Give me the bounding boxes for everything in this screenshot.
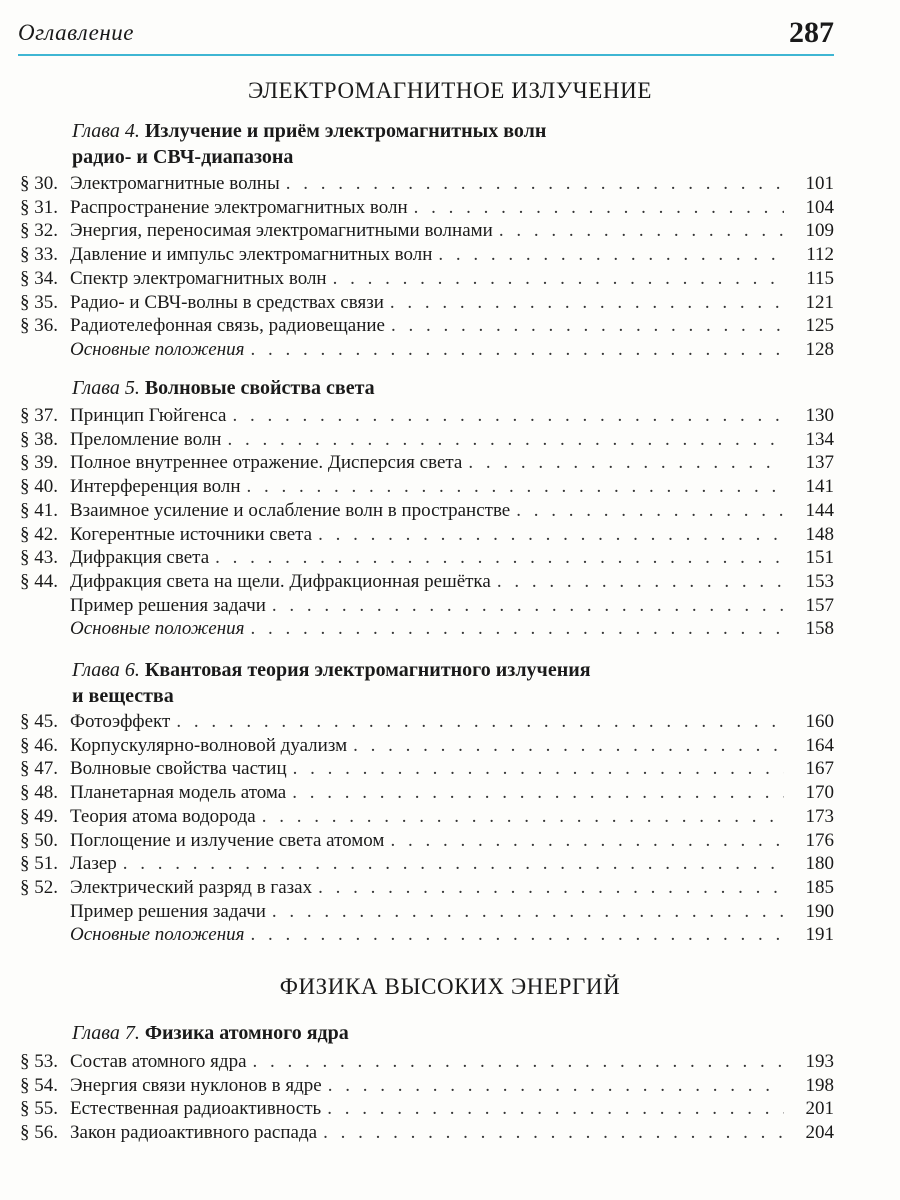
section-title: ФИЗИКА ВЫСОКИХ ЭНЕРГИЙ [279,974,621,999]
section-number: § 41. [20,499,58,521]
entry-page-number: 128 [805,338,834,360]
toc-entry[interactable] [20,451,834,475]
toc-entry[interactable] [20,876,834,900]
entry-title[interactable]: Основные положения [70,924,245,946]
dot-leader [292,781,784,805]
section-number: § 35. [20,291,58,313]
entry-page-number: 170 [805,782,834,804]
dot-leader [272,594,784,618]
chapter-name: Излучение и приём электромагнитных волн [144,120,547,142]
dot-leader [247,475,784,499]
toc-entry[interactable] [20,523,834,547]
section-number: § 54. [20,1074,58,1096]
dot-leader [390,291,784,315]
chapter-name: радио- и СВЧ-диапазона [72,146,294,168]
entry-page-number: 185 [805,876,834,898]
section-number: § 49. [20,805,58,827]
dot-leader [438,243,784,267]
entry-page-number: 190 [805,900,834,922]
entry-page-number: 176 [805,829,834,851]
dot-leader [323,1121,784,1145]
section-number: § 36. [20,315,58,337]
entry-page-number: 160 [805,711,834,732]
entry-title[interactable]: Волновые свойства частиц [70,758,287,780]
entry-page-number: 112 [806,244,834,266]
entry-page-number: 104 [805,196,834,218]
section-number: § 52. [20,876,58,898]
entry-page-number: 141 [805,476,834,498]
dot-leader [227,428,784,452]
chapter-label: Глава 5. [72,377,140,399]
dot-leader [215,546,784,570]
toc-entry[interactable] [20,1074,834,1098]
toc-entry[interactable] [20,291,834,315]
section-number: § 45. [20,711,58,732]
entry-page-number: 134 [805,428,834,450]
section-number: § 34. [20,267,58,289]
toc-entry[interactable] [20,757,834,781]
chapter-label: Глава 4. [72,120,140,142]
dot-leader [327,1097,784,1121]
entry-title[interactable]: Электрический разряд в газах [70,876,313,898]
entry-title[interactable]: Поглощение и излучение света атомом [70,829,385,851]
entry-page-number: 153 [805,570,834,592]
entry-title[interactable]: Дифракция света на щели. Дифракционная решётка [70,570,491,592]
section-number: § 33. [20,244,58,266]
dot-leader [262,805,784,829]
toc-entry[interactable] [20,829,834,853]
toc-entry[interactable] [20,852,834,876]
toc-entry[interactable] [20,1097,834,1121]
entry-title[interactable]: Фотоэффект [70,711,171,732]
section-number: § 50. [20,829,58,851]
dot-leader [232,404,784,428]
toc-entry[interactable] [20,243,834,267]
dot-leader [414,196,784,220]
chapter-heading [72,375,375,401]
section-number: § 53. [20,1051,58,1072]
section-number: § 38. [20,428,58,450]
chapter-label: Глава 7. [72,1022,140,1044]
toc-entry[interactable] [20,781,834,805]
entry-page-number: 191 [805,924,834,946]
toc-entry[interactable] [20,710,834,734]
toc-entry[interactable] [20,734,834,758]
header-title: Оглавление [18,20,135,45]
section-number: § 47. [20,758,58,780]
dot-leader [499,219,784,243]
chapter-name: Физика атомного ядра [144,1022,349,1044]
entry-page-number: 151 [805,547,834,569]
entry-title[interactable]: Дифракция света [70,547,210,569]
entry-page-number: 204 [805,1121,834,1143]
section-number: § 42. [20,523,58,545]
entry-page-number: 125 [805,315,834,337]
dot-leader [318,523,784,547]
section-number: § 56. [20,1121,58,1143]
dot-leader [286,172,784,196]
entry-title[interactable]: Когерентные источники света [70,523,313,545]
dot-leader [272,900,784,924]
dot-leader [251,923,785,947]
entry-title[interactable]: Давление и импульс электромагнитных волн [70,244,433,266]
entry-title[interactable]: Основные положения [70,338,245,360]
chapter-label: Глава 6. [72,659,140,681]
entry-title[interactable]: Теория атома водорода [70,805,256,827]
entry-title[interactable]: Радиотелефонная связь, радиовещание [70,315,385,337]
entry-page-number: 158 [805,618,834,640]
page-header [18,14,834,56]
section-number: § 46. [20,734,58,756]
toc-entry[interactable] [20,196,834,220]
entry-title[interactable]: Закон радиоактивного распада [70,1121,318,1143]
toc-entry[interactable] [20,1050,834,1074]
section-number: § 32. [20,220,58,242]
header-page-number: 287 [789,16,834,49]
section-number: § 37. [20,405,58,426]
entry-page-number: 101 [805,173,834,194]
dot-leader [390,829,784,853]
entry-title[interactable]: Интерференция волн [70,476,241,498]
toc-entry[interactable] [20,172,834,196]
dot-leader [176,710,784,734]
dot-leader [251,338,785,362]
toc-entry[interactable] [20,314,834,338]
entry-title[interactable]: Принцип Гюйгенса [70,405,227,426]
entry-title[interactable]: Естественная радиоактивность [70,1098,322,1119]
dot-leader [328,1074,784,1098]
entry-title[interactable]: Радио- и СВЧ-волны в средствах связи [70,291,384,313]
entry-page-number: 144 [805,499,834,521]
toc-entry[interactable] [20,1121,834,1145]
entry-page-number: 148 [805,523,834,545]
toc-entry[interactable] [20,923,834,947]
section-number: § 39. [20,452,58,474]
toc-entry[interactable] [20,900,834,924]
section-number: § 55. [20,1098,58,1119]
entry-title[interactable]: Энергия, переносимая электромагнитными волнами [70,220,493,242]
toc-entry[interactable] [20,594,834,618]
entry-page-number: 157 [805,594,834,616]
chapter-heading [72,657,591,709]
section-number: § 30. [20,173,58,194]
entry-title[interactable]: Лазер [70,853,117,875]
entry-title[interactable]: Состав атомного ядра [70,1051,247,1072]
dot-leader [318,876,784,900]
entry-title[interactable]: Спектр электромагнитных волн [70,267,327,289]
toc-entry[interactable] [20,404,834,428]
entry-title[interactable]: Взаимное усиление и ослабление волн в пространстве [70,499,511,521]
dot-leader [251,617,785,641]
dot-leader [391,314,784,338]
entry-title[interactable]: Электромагнитные волны [70,173,280,194]
dot-leader [468,451,784,475]
toc-entry[interactable] [20,219,834,243]
entry-title[interactable]: Преломление волн [70,428,222,450]
toc-entry[interactable] [20,617,834,641]
toc-entry[interactable] [20,570,834,594]
section-number: § 43. [20,547,58,569]
entry-title[interactable]: Пример решения задачи [70,900,266,922]
dot-leader [293,757,784,781]
section-number: § 51. [20,853,58,875]
dot-leader [253,1050,784,1074]
entry-page-number: 167 [805,758,834,780]
entry-title[interactable]: Энергия связи нуклонов в ядре [70,1074,322,1096]
chapter-name: Квантовая теория электромагнитного излучения [144,659,591,681]
entry-title[interactable]: Планетарная модель атома [70,782,287,804]
entry-title[interactable]: Полное внутреннее отражение. Дисперсия света [70,452,463,474]
entry-title[interactable]: Основные положения [70,618,245,640]
toc-entry[interactable] [20,805,834,829]
entry-page-number: 121 [805,291,834,313]
entry-title[interactable]: Пример решения задачи [70,594,266,616]
entry-page-number: 201 [805,1098,834,1119]
chapter-name: и вещества [72,685,174,707]
entry-page-number: 115 [806,267,834,289]
toc-entry[interactable] [20,428,834,452]
entry-title[interactable]: Корпускулярно-волновой дуализм [70,734,348,756]
toc-entry[interactable] [20,499,834,523]
section-title: ЭЛЕКТРОМАГНИТНОЕ ИЗЛУЧЕНИЕ [248,78,652,103]
entry-page-number: 180 [805,853,834,875]
entry-page-number: 109 [805,220,834,242]
dot-leader [353,734,784,758]
section-number: § 31. [20,196,58,218]
chapter-heading [72,118,546,170]
entry-page-number: 164 [805,734,834,756]
dot-leader [497,570,784,594]
toc-entry[interactable] [20,546,834,570]
dot-leader [516,499,784,523]
entry-title[interactable]: Распространение электромагнитных волн [70,196,408,218]
toc-entry[interactable] [20,475,834,499]
entry-page-number: 137 [805,452,834,474]
toc-entry[interactable] [20,338,834,362]
dot-leader [333,267,784,291]
toc-entry[interactable] [20,267,834,291]
entry-page-number: 130 [805,405,834,426]
chapter-name: Волновые свойства света [144,377,375,399]
entry-page-number: 193 [805,1051,834,1072]
chapter-heading [72,1020,349,1046]
entry-page-number: 173 [805,805,834,827]
entry-page-number: 198 [805,1074,834,1096]
section-number: § 48. [20,782,58,804]
section-number: § 44. [20,570,58,592]
section-number: § 40. [20,476,58,498]
dot-leader [123,852,784,876]
